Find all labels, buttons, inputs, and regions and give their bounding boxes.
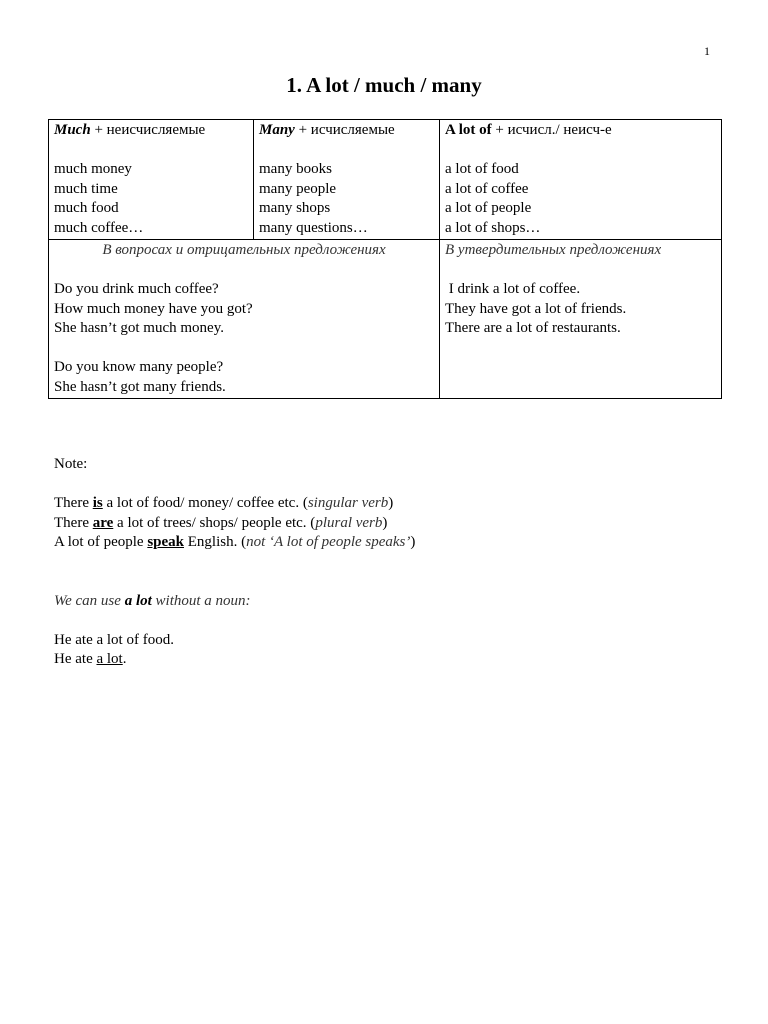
page-number: 1	[704, 44, 710, 58]
page-title: 1. A lot / much / many	[286, 73, 482, 97]
list-item: a lot of shops…	[445, 219, 541, 236]
list-item: much time	[54, 180, 118, 197]
affirmative-caption: В утвердительных предложениях	[445, 242, 662, 258]
many-header	[259, 121, 434, 141]
example-sentence: He ate a lot of food.	[54, 631, 174, 648]
affirmative-cell	[440, 240, 722, 399]
list-item: much money	[54, 161, 132, 177]
example-sentence: How much money have you got?	[54, 300, 253, 317]
list-item: many questions…	[259, 219, 368, 236]
list-item: many people	[259, 180, 337, 197]
example-sentence: Do you drink much coffee?	[54, 281, 219, 297]
a-lot-of-header	[445, 121, 716, 141]
table-row	[49, 240, 722, 399]
note-a-lot-rule: We can use a lot without a noun:	[54, 592, 251, 609]
list-item: many shops	[259, 200, 331, 216]
example-sentence: He ate a lot.	[54, 651, 127, 667]
notes-section	[54, 455, 714, 670]
example-sentence: She hasn’t got many friends.	[54, 378, 226, 395]
a-lot-of-header-word: A lot of	[445, 122, 492, 138]
example-sentence: I drink a lot of coffee.	[445, 281, 581, 297]
example-sentence: She hasn’t got much money.	[54, 320, 224, 336]
list-item: many books	[259, 161, 332, 177]
many-header-rest: + исчисляемые	[294, 122, 395, 138]
note-sentence-speak: A lot of people speak English. (not ‘A lot of people speaks’)	[54, 534, 416, 550]
example-sentence: They have got a lot of friends.	[445, 300, 627, 317]
much-header-word: Much	[54, 122, 91, 138]
list-item: a lot of coffee	[445, 180, 529, 197]
a-lot-of-header-rest: + исчисл./ неисч-е	[491, 122, 612, 138]
grammar-table	[48, 119, 722, 399]
questions-negatives-cell	[49, 240, 440, 399]
example-sentence: There are a lot of restaurants.	[445, 320, 621, 336]
table-row	[49, 120, 722, 240]
list-item: much coffee…	[54, 219, 144, 236]
much-header-rest: + неисчисляемые	[90, 122, 206, 138]
list-item: a lot of food	[445, 161, 519, 177]
many-cell	[254, 120, 440, 240]
much-cell	[49, 120, 254, 240]
note-sentence-plural: There are a lot of trees/ shops/ people etc. (plural verb)	[54, 514, 388, 531]
note-label: Note:	[54, 456, 88, 472]
a-lot-of-cell	[440, 120, 722, 240]
example-sentence: Do you know many people?	[54, 359, 224, 375]
much-header	[54, 121, 248, 141]
note-sentence-singular: There is a lot of food/ money/ coffee etc. (singular verb)	[54, 495, 394, 511]
questions-negatives-caption: В вопросах и отрицательных предложениях	[102, 242, 386, 258]
list-item: much food	[54, 200, 119, 216]
many-header-word: Many	[259, 122, 295, 138]
list-item: a lot of people	[445, 200, 532, 216]
